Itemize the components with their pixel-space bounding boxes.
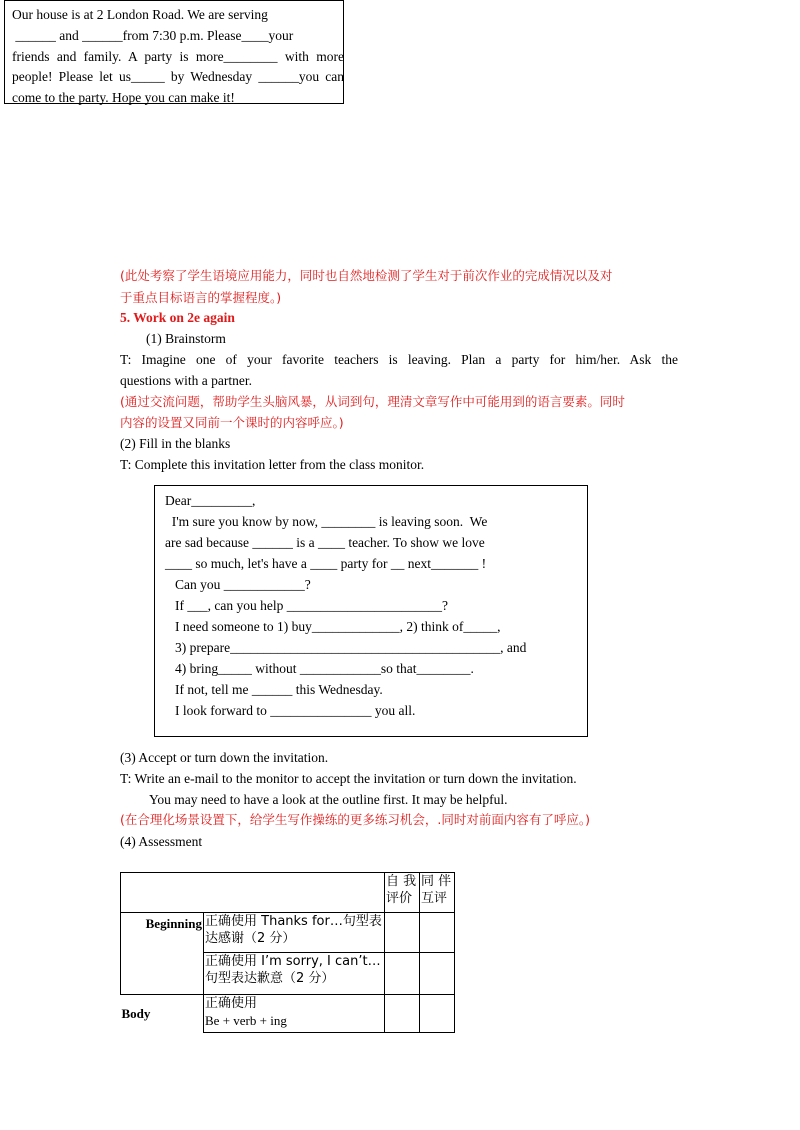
letter-line: 3) prepare________________________________________, and — [175, 640, 527, 655]
letter-line: I'm sure you know by now, ________ is leaving soon. We — [165, 514, 488, 529]
row-label-beginning: Beginning — [121, 913, 204, 995]
invitation-example-box — [4, 0, 344, 104]
section-heading: 5. Work on 2e again — [120, 310, 235, 325]
letter-line: 4) bring_____ without ____________so that________. — [175, 661, 474, 676]
letter-line: Dear_________, — [165, 493, 256, 508]
instruction-line: T: Complete this invitation letter from the class monitor. — [120, 457, 425, 472]
score-cell[interactable] — [385, 995, 420, 1033]
letter-line: If not, tell me ______ this Wednesday. — [175, 682, 383, 697]
instruction-line: You may need to have a look at the outline first. It may be helpful. — [149, 792, 508, 807]
instruction-line: T: Imagine one of your favorite teachers is leaving. Plan a party for him/her. Ask the — [120, 352, 678, 367]
teaching-note: (此处考察了学生语境应用能力，同时也自然地检测了学生对于前次作业的完成情况以及对 — [120, 268, 613, 283]
score-cell[interactable] — [420, 953, 455, 995]
subsection-heading: (4) Assessment — [120, 834, 203, 849]
subsection-heading: (2) Fill in the blanks — [120, 436, 231, 451]
letter-line: I need someone to 1) buy_____________, 2) think of_____, — [175, 619, 501, 634]
criteria-cell: 正确使用 Be + verb + ing — [204, 995, 385, 1033]
score-cell[interactable] — [420, 913, 455, 953]
text-line: come to the party. Hope you can make it! — [12, 90, 235, 106]
letter-line: I look forward to _______________ you all. — [175, 703, 416, 718]
invitation-letter-box — [154, 485, 588, 737]
criteria-cell: 正确使用 I’m sorry, I can’t… 句型表达歉意（2 分） — [204, 953, 385, 995]
subsection-heading: (3) Accept or turn down the invitation. — [120, 750, 329, 765]
score-cell[interactable] — [385, 953, 420, 995]
teaching-note: (通过交流问题，帮助学生头脑风暴，从词到句，理清文章写作中可能用到的语言要素。同时 — [120, 394, 625, 409]
teaching-note: 内容的设置又同前一个课时的内容呼应。) — [120, 415, 344, 430]
table-row — [121, 995, 455, 1033]
instruction-line: questions with a partner. — [120, 373, 252, 388]
table-cell — [121, 873, 385, 913]
letter-line: If ___, can you help _______________________? — [175, 598, 448, 613]
score-cell[interactable] — [420, 995, 455, 1033]
subsection-heading: (1) Brainstorm — [146, 331, 226, 346]
letter-line: Can you ____________? — [175, 577, 311, 592]
row-label-body: Body — [121, 995, 204, 1033]
text-line: friends and family. A party is more________ with more — [12, 48, 344, 64]
table-header-row — [121, 873, 455, 913]
table-row — [121, 913, 455, 953]
assessment-table — [120, 872, 455, 1033]
teaching-note: 于重点目标语言的掌握程度。) — [120, 290, 282, 305]
text-line: Our house is at 2 London Road. We are serving — [12, 7, 268, 22]
table-header-self: 自 我 评价 — [385, 873, 420, 913]
table-header-peer: 同 伴 互评 — [420, 873, 455, 913]
text-line: people! Please let us_____ by Wednesday ______you can — [12, 69, 344, 85]
text-line: ______ and ______from 7:30 p.m. Please____your — [12, 27, 294, 43]
score-cell[interactable] — [385, 913, 420, 953]
letter-line: ____ so much, let's have a ____ party for __ next_______ ! — [165, 556, 487, 571]
teaching-note: (在合理化场景设置下，给学生写作操练的更多练习机会，.同时对前面内容有了呼应。) — [120, 812, 590, 827]
letter-line: are sad because ______ is a ____ teacher. To show we love — [165, 535, 485, 550]
criteria-cell: 正确使用 Thanks for…句型表 达感谢（2 分） — [204, 913, 385, 953]
instruction-line: T: Write an e-mail to the monitor to accept the invitation or turn down the invitation. — [120, 771, 577, 786]
